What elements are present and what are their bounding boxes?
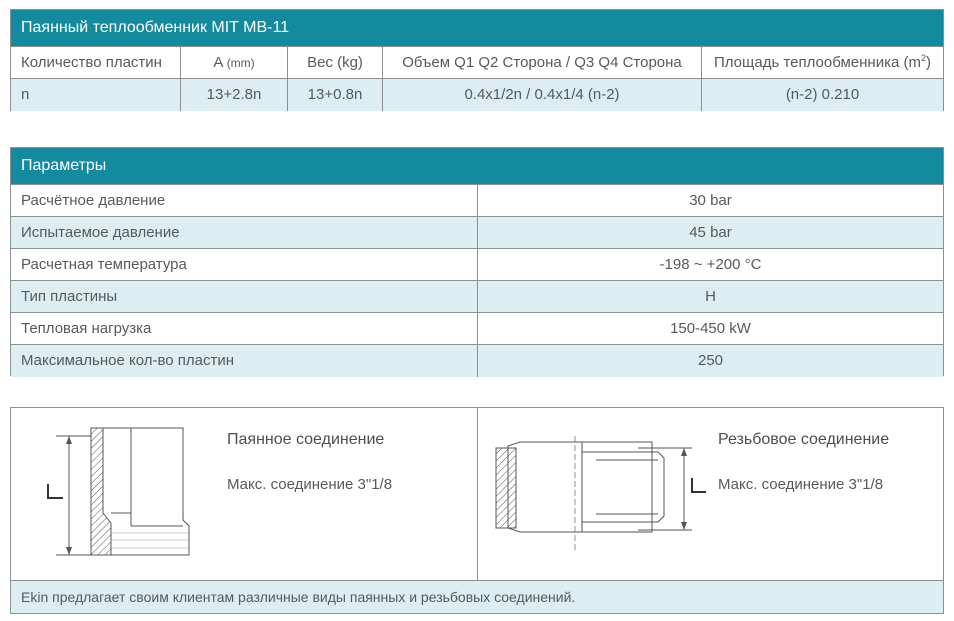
params-table (10, 147, 944, 376)
cell-volume: 0.4x1/2n / 0.4x1/4 (n-2) (383, 79, 702, 111)
brazed-connection (11, 408, 478, 580)
param-label: Расчётное давление (11, 185, 478, 216)
cell-weight: 13+0.8n (288, 79, 383, 111)
params-row (11, 249, 943, 281)
header-volume: Объем Q1 Q2 Сторона / Q3 Q4 Сторона (383, 47, 702, 78)
header-area-close: ) (926, 54, 931, 71)
product-table (10, 9, 944, 111)
product-table-title: Паянный теплообменник MIT MB-11 (11, 10, 943, 47)
product-table-header-row (11, 47, 943, 79)
connections-row (11, 408, 943, 581)
param-value: 250 (697, 352, 724, 369)
header-area (702, 47, 943, 78)
param-label: Тип пластины (11, 281, 478, 312)
l-dimension-glyph (690, 476, 708, 496)
threaded-connection-drawing (478, 408, 698, 578)
param-value: 150-450 kW (670, 320, 751, 337)
param-value: -198 ~ +200 °C (659, 256, 762, 273)
param-label: Максимальное кол-во пластин (11, 345, 478, 377)
params-table-title: Параметры (11, 148, 943, 185)
header-a-unit: (mm) (226, 56, 255, 70)
param-value: 30 bar (689, 192, 732, 209)
cell-plates: n (11, 79, 181, 111)
brazed-connection-drawing (11, 408, 211, 578)
threaded-connection (478, 408, 943, 580)
header-area-sup: 2 (920, 53, 926, 63)
product-table-data-row (11, 79, 943, 111)
params-row (11, 281, 943, 313)
param-label: Испытаемое давление (11, 217, 478, 248)
brazed-note: Макс. соединение 3"1/8 (227, 476, 393, 493)
params-row (11, 313, 943, 345)
header-a (181, 47, 288, 78)
header-a-label: A (213, 54, 223, 71)
cell-area: (n-2) 0.210 (785, 86, 860, 103)
param-label: Расчетная температура (11, 249, 478, 280)
threaded-title: Резьбовое соединение (718, 431, 890, 448)
params-row (11, 217, 943, 249)
params-row (11, 345, 943, 377)
header-area-label: Площадь теплообменника (m (713, 54, 921, 71)
header-weight: Вес (kg) (288, 47, 383, 78)
param-value: H (705, 288, 716, 305)
threaded-note: Макс. соединение 3"1/8 (718, 476, 884, 493)
brazed-title: Паянное соединение (227, 431, 385, 448)
cell-a: 13+2.8n (181, 79, 288, 111)
param-value: 45 bar (689, 224, 732, 241)
connections-box (10, 407, 944, 614)
connections-footer: Ekin предлагает своим клиентам различные виды паянных и резьбовых соединений. (11, 581, 943, 613)
params-row (11, 185, 943, 217)
header-plates: Количество пластин (11, 47, 181, 78)
param-label: Тепловая нагрузка (11, 313, 478, 344)
